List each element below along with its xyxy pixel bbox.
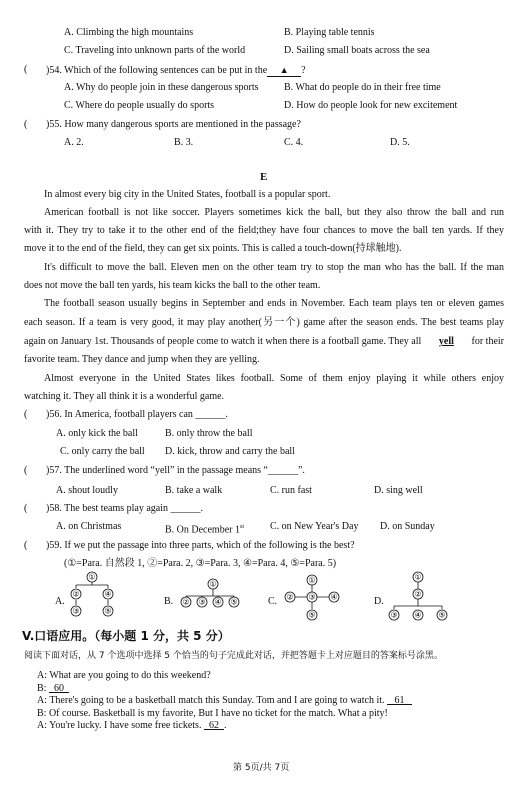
tree-node-label: ③ <box>72 606 80 616</box>
tree-node-label: ⑤ <box>104 606 112 616</box>
tree-node-label: ④ <box>330 592 338 602</box>
blank-60: 60 <box>48 683 69 694</box>
passage-p4-line2: each season. If a team is very good, it may play another(另一个) game after the season ends. The best teams play <box>24 317 504 328</box>
tree-node-label: ⑤ <box>308 610 316 620</box>
q54-stem <box>46 64 306 77</box>
passage-p2-line3: move it to the end of the field, they can get six points. This is called a touch-down(持球触地). <box>24 243 402 254</box>
q59-tree-a <box>66 571 126 621</box>
tree-node-label: ⑤ <box>230 597 238 607</box>
tree-node-label: ② <box>182 597 190 607</box>
q59-option-d-label: D. <box>374 596 384 607</box>
q58-option-d: D. on Sunday <box>380 521 435 532</box>
dialogue-line-3-text: A: There's going to be a basketball match this Sunday. Tom and I are going to watch it. <box>37 695 385 706</box>
blank-62: 62 <box>203 720 224 731</box>
passage-heading: E <box>260 171 268 183</box>
q58-paren: ( <box>24 503 28 514</box>
dialogue-line-2 <box>37 683 69 695</box>
tree-node-label: ② <box>72 589 80 599</box>
passage-p3-line1: It's difficult to move the ball. Eleven men on the other team try to stop the man who has the ball. If the man <box>44 262 504 273</box>
q58-option-a: A. on Christmas <box>56 521 122 532</box>
tree-node-label: ① <box>209 579 217 589</box>
q54-paren: ( <box>24 64 28 75</box>
q59-tree-c <box>284 574 344 624</box>
tree-node-label: ① <box>414 572 422 582</box>
q53-option-c: C. Traveling into unknown parts of the world <box>64 45 246 56</box>
tree-node-label: ③ <box>198 597 206 607</box>
passage-p5-line2: watching it. They all think it is a wonderful game. <box>24 391 225 402</box>
q53-option-a: A. Climbing the high mountains <box>64 27 194 38</box>
q55-option-c: C. 4. <box>284 137 304 148</box>
passage-p4-line1: The football season usually begins in September and ends in November. Each team plays ten or eleven games <box>44 298 504 309</box>
dialogue-line-5 <box>37 720 226 732</box>
q55-option-a: A. 2. <box>64 137 84 148</box>
passage-p4-line3-end: for their <box>471 336 504 347</box>
dialogue-line-4: B: Of course. Basketball is my favorite, But I have no ticket for the match. What a pity! <box>37 708 388 719</box>
q54-option-d: D. How do people look for new excitement <box>284 100 458 111</box>
q56-option-b: B. only throw the ball <box>165 428 253 439</box>
passage-p1: In almost every big city in the United States, football is a popular sport. <box>44 189 331 200</box>
tree-node-label: ⑤ <box>438 610 446 620</box>
dialogue-line-2-speaker: B: <box>37 683 47 694</box>
q55-stem: )55. How many dangerous sports are mentioned in the passage? <box>46 119 301 130</box>
underlined-word-yell: yell <box>438 336 454 347</box>
tree-node-label: ② <box>286 592 294 602</box>
q55-option-d: D. 5. <box>390 137 410 148</box>
q56-option-a: A. only kick the ball <box>56 428 138 439</box>
q57-option-a: A. shout loudly <box>56 485 118 496</box>
tree-node-label: ① <box>308 575 316 585</box>
q59-option-b-label: B. <box>164 596 174 607</box>
dialogue-line-1: A: What are you going to do this weekend? <box>37 670 211 681</box>
q59-option-c-label: C. <box>268 596 278 607</box>
dialogue-line-5-text: A: You're lucky. I have some free tickets. <box>37 720 202 731</box>
passage-p2-line2: with it. They try to take it to the other end of the field;they have four chances to move the ball ten yards. If they <box>24 225 504 236</box>
q56-stem: )56. In America, football players can ______. <box>46 409 228 420</box>
q57-option-c: C. run fast <box>270 485 312 496</box>
q56-option-c: C. only carry the ball <box>60 446 145 457</box>
q58-option-c: C. on New Year's Day <box>270 521 359 532</box>
q57-paren: ( <box>24 465 28 476</box>
q55-option-b: B. 3. <box>174 137 194 148</box>
q57-stem: )57. The underlined word “yell” in the passage means “______”. <box>46 465 305 476</box>
q54-option-b: B. What do people do in their free time <box>284 82 441 93</box>
passage-p4-line3-text: again on January 1st. Thousands of people come to watch it when there is a football game. They all <box>24 336 422 347</box>
q56-paren: ( <box>24 409 28 420</box>
q54-blank: ▲ <box>267 64 301 77</box>
passage-p4-line4: favorite team. They dance and jump when they are yelling. <box>24 354 260 365</box>
q58-option-b-text: B. On December 1 <box>165 524 240 536</box>
passage-p5-line1: Almost everyone in the United States likes football. Some of them enjoy playing it while others enjoy <box>44 373 504 384</box>
section-5-title: V.口语应用。（每小题 1 分，共 5 分） <box>22 629 230 643</box>
tree-node-label: ③ <box>390 610 398 620</box>
q59-tree-b <box>178 578 248 614</box>
q54-option-c: C. Where do people usually do sports <box>64 100 215 111</box>
tree-node-label: ④ <box>414 610 422 620</box>
tree-node-label: ③ <box>308 592 316 602</box>
q56-option-d: D. kick, throw and carry the ball <box>165 446 295 457</box>
q54-stem-text: )54. Which of the following sentences can be put in the <box>46 65 268 76</box>
q59-paren: ( <box>24 540 28 551</box>
page-footer: 第 5页/共 7页 <box>233 763 290 773</box>
q59-tree-d <box>386 571 456 623</box>
q53-option-b: B. Playing table tennis <box>284 27 375 38</box>
tree-node-label: ① <box>88 572 96 582</box>
q57-option-d: D. sing well <box>374 485 423 496</box>
passage-p3-line2: does not move the ball ten yards, his team kicks the ball to the other team. <box>24 280 321 291</box>
dialogue-line-5-end: . <box>223 720 227 731</box>
q53-option-d: D. Sailing small boats across the sea <box>284 45 430 56</box>
q58-option-b <box>165 521 244 536</box>
q59-option-a-label: A. <box>55 596 65 607</box>
tree-node-label: ④ <box>214 597 222 607</box>
blank-61: 61 <box>387 695 413 706</box>
tree-node-label: ② <box>414 589 422 599</box>
tree-node-label: ④ <box>104 589 112 599</box>
q57-option-b: B. take a walk <box>165 485 223 496</box>
section-5-instructions: 阅读下面对话，从 7 个选项中选择 5 个恰当的句子完成此对话，并把答题卡上对应题目的答案标号涂黑。 <box>24 651 443 661</box>
q54-stem-end: ? <box>301 65 306 76</box>
dialogue-line-3 <box>37 695 412 707</box>
q58-option-b-sup: st <box>239 524 244 530</box>
passage-p4-line3 <box>24 336 504 348</box>
q55-paren: ( <box>24 119 28 130</box>
passage-p2-line1: American football is not like soccer. Players sometimes kick the ball, but they also throw the ball and run <box>44 207 504 218</box>
q58-stem: )58. The best teams play again ______. <box>46 503 204 514</box>
q59-note: (①=Para. 自然段 1, ②=Para. 2, ③=Para. 3, ④=Para. 4, ⑤=Para. 5) <box>64 558 337 569</box>
q54-option-a: A. Why do people join in these dangerous sports <box>64 82 259 93</box>
q59-stem: )59. If we put the passage into three parts, which of the following is the best? <box>46 540 355 551</box>
